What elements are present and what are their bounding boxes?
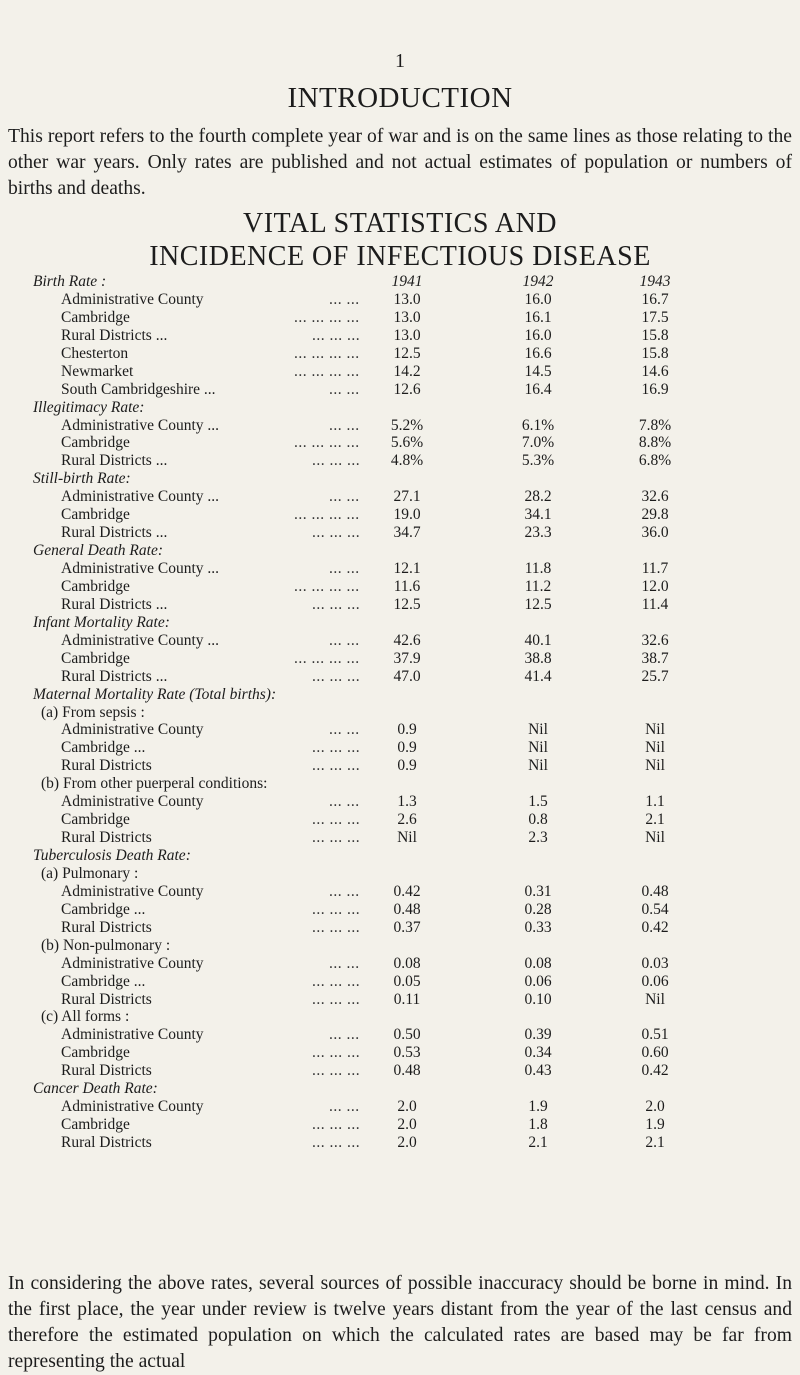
rate-value: 32.6 [641, 488, 669, 506]
rate-value: 0.50 [393, 1026, 421, 1044]
table-row [0, 1062, 800, 1080]
row-label: Administrative County [61, 954, 204, 972]
table-row [0, 883, 800, 901]
row-label: (a) From sepsis : [41, 703, 145, 721]
table-row [0, 973, 800, 991]
leader-dots: ... ... [329, 1026, 360, 1044]
table-row [0, 919, 800, 937]
table-row [0, 345, 800, 363]
table-row [0, 327, 800, 345]
row-label: Cambridge [61, 506, 130, 524]
leader-dots: ... ... ... [312, 667, 361, 685]
year-header: 1941 [391, 273, 423, 290]
rate-value: 0.48 [641, 882, 669, 900]
row-label: Cambridge [61, 1044, 130, 1062]
row-label: Administrative County ... [61, 416, 220, 434]
leader-dots: ... ... ... [312, 829, 361, 847]
page-number: 1 [395, 50, 405, 72]
section-title-line-2: INCIDENCE OF INFECTIOUS DISEASE [149, 241, 651, 272]
table-row [0, 632, 800, 650]
rate-value: 34.7 [393, 524, 421, 542]
rate-value: Nil [645, 721, 665, 739]
rate-value: 40.1 [524, 631, 552, 649]
rate-value: 17.5 [641, 308, 669, 326]
table-row [0, 811, 800, 829]
table-row [0, 363, 800, 381]
rate-value: 2.0 [397, 1098, 417, 1116]
row-label: Administrative County [61, 882, 204, 900]
leader-dots: ... ... [329, 380, 360, 398]
leader-dots: ... ... ... ... [294, 344, 360, 362]
table-row [0, 1044, 800, 1062]
rate-value: 38.7 [641, 649, 669, 667]
rate-value: 16.6 [524, 344, 552, 362]
rate-value: 0.06 [524, 972, 552, 990]
rate-value: 7.0% [521, 434, 555, 452]
row-label: Cambridge [61, 811, 130, 829]
row-label: Infant Mortality Rate: [33, 613, 170, 631]
leader-dots: ... ... ... [312, 972, 361, 990]
rate-value: Nil [528, 721, 548, 739]
table-row [0, 1134, 800, 1152]
rate-value: 19.0 [393, 506, 421, 524]
leader-dots: ... ... [329, 488, 360, 506]
table-section-heading [0, 614, 800, 632]
row-label: Rural Districts ... [61, 667, 168, 685]
leader-dots: ... ... ... [312, 1116, 361, 1134]
rate-value: 38.8 [524, 649, 552, 667]
row-label: Cambridge [61, 1116, 130, 1134]
rate-value: 5.2% [390, 416, 424, 434]
row-label: (c) All forms : [41, 1008, 130, 1026]
table-row [0, 291, 800, 309]
rate-value: 4.8% [390, 452, 424, 470]
leader-dots: ... ... ... [312, 595, 361, 613]
rate-value: 0.08 [524, 954, 552, 972]
table-row [0, 381, 800, 399]
row-label: (a) Pulmonary : [41, 864, 139, 882]
rate-value: 27.1 [393, 488, 421, 506]
rate-value: 6.8% [638, 452, 672, 470]
table-row [0, 596, 800, 614]
row-label: Cambridge [61, 649, 130, 667]
rate-value: 1.8 [528, 1116, 548, 1134]
row-label: Administrative County [61, 1098, 204, 1116]
leader-dots: ... ... ... [312, 739, 361, 757]
leader-dots: ... ... [329, 1098, 360, 1116]
table-section-heading [0, 847, 800, 865]
leader-dots: ... ... ... [312, 757, 361, 775]
row-label: Rural Districts [61, 918, 152, 936]
closing-paragraph: In considering the above rates, several sources of possible inaccuracy should be borne in mind. In the first place, the year under review is twelve years distant from the year of the last census and therefore the estimated population on which the calculated rates are based may be far from representing the actual [8, 1273, 792, 1372]
table-row [0, 1116, 800, 1134]
rate-value: 28.2 [524, 488, 552, 506]
rate-value: 12.0 [641, 577, 669, 595]
rate-value: Nil [645, 829, 665, 847]
table-row [0, 506, 800, 524]
rate-value: 29.8 [641, 506, 669, 524]
rate-value: Nil [397, 829, 417, 847]
rate-value: 13.0 [393, 326, 421, 344]
rate-value: 0.03 [641, 954, 669, 972]
table-row [0, 560, 800, 578]
rate-value: 2.0 [645, 1098, 665, 1116]
rate-value: 0.9 [397, 739, 417, 757]
leader-dots: ... ... [329, 416, 360, 434]
rate-value: 12.5 [393, 595, 421, 613]
row-label: Administrative County [61, 721, 204, 739]
table-row [0, 1098, 800, 1116]
rate-value: 14.5 [524, 362, 552, 380]
table-row [0, 578, 800, 596]
rate-value: 1.9 [645, 1116, 665, 1134]
rate-value: 47.0 [393, 667, 421, 685]
leader-dots: ... ... ... [312, 990, 361, 1008]
leader-dots: ... ... ... ... [294, 308, 360, 326]
leader-dots: ... ... ... [312, 326, 361, 344]
rate-value: 0.06 [641, 972, 669, 990]
rate-value: 0.53 [393, 1044, 421, 1062]
rate-value: 12.5 [393, 344, 421, 362]
row-label: Rural Districts [61, 757, 152, 775]
row-label: Cambridge ... [61, 739, 146, 757]
rate-value: 1.5 [528, 793, 548, 811]
row-label: Rural Districts [61, 1134, 152, 1151]
rate-value: 36.0 [641, 524, 669, 542]
leader-dots: ... ... ... [312, 811, 361, 829]
rate-value: 25.7 [641, 667, 669, 685]
row-label: (b) Non-pulmonary : [41, 936, 171, 954]
table-row [0, 668, 800, 686]
table-row [0, 757, 800, 775]
row-label: Rural Districts ... [61, 524, 168, 542]
table-row [0, 309, 800, 327]
statistics-table [0, 273, 800, 1152]
rate-value: 12.5 [524, 595, 552, 613]
row-label: Tuberculosis Death Rate: [33, 847, 191, 864]
rate-value: 11.8 [524, 560, 552, 577]
row-label: Rural Districts ... [61, 595, 168, 613]
table-section-heading [0, 1008, 800, 1026]
row-label: Cambridge ... [61, 972, 146, 990]
rate-value: 2.3 [528, 829, 548, 847]
rate-value: 16.0 [524, 326, 552, 344]
rate-value: Nil [528, 757, 548, 775]
rate-value: 2.0 [397, 1116, 417, 1134]
leader-dots: ... ... ... [312, 1134, 361, 1151]
year-header: 1942 [522, 273, 554, 290]
rate-value: 0.8 [528, 811, 548, 829]
row-label: Cambridge [61, 434, 130, 452]
table-row [0, 829, 800, 847]
rate-value: 1.9 [528, 1098, 548, 1116]
rate-value: 15.8 [641, 344, 669, 362]
row-label: Chesterton [61, 344, 129, 362]
rate-value: 0.60 [641, 1044, 669, 1062]
rate-value: 15.8 [641, 326, 669, 344]
rate-value: 11.4 [641, 595, 669, 613]
leader-dots: ... ... ... [312, 452, 361, 470]
rate-value: 13.0 [393, 308, 421, 326]
rate-value: 5.3% [521, 452, 555, 470]
rate-value: 42.6 [393, 631, 421, 649]
rate-value: 0.11 [393, 990, 421, 1008]
row-label: Still-birth Rate: [33, 470, 131, 488]
rate-value: Nil [645, 739, 665, 757]
row-label: Rural Districts [61, 829, 152, 847]
rate-value: 0.33 [524, 918, 552, 936]
rate-value: 0.48 [393, 900, 421, 918]
table-row [0, 434, 800, 452]
rate-value: 12.6 [393, 380, 421, 398]
leader-dots: ... ... ... [312, 1044, 361, 1062]
row-label: Administrative County [61, 793, 204, 811]
rate-value: 0.05 [393, 972, 421, 990]
row-label: Rural Districts [61, 990, 152, 1008]
table-row [0, 452, 800, 470]
rate-value: 41.4 [524, 667, 552, 685]
rate-value: 2.0 [397, 1134, 417, 1151]
row-label: (b) From other puerperal conditions: [41, 775, 268, 793]
rate-value: 14.6 [641, 362, 669, 380]
page-title: INTRODUCTION [287, 82, 513, 114]
section-title-line-1: VITAL STATISTICS AND [242, 208, 558, 239]
rate-value: 2.6 [397, 811, 417, 829]
rate-value: 11.6 [393, 577, 421, 595]
table-section-heading [0, 542, 800, 560]
rate-value: 0.51 [641, 1026, 669, 1044]
rate-value: 2.1 [528, 1134, 548, 1151]
row-label: Birth Rate : [33, 273, 107, 290]
rate-value: 11.7 [641, 560, 669, 577]
rate-value: 23.3 [524, 524, 552, 542]
rate-value: 32.6 [641, 631, 669, 649]
table-row [0, 650, 800, 668]
leader-dots: ... ... [329, 882, 360, 900]
rate-value: 7.8% [638, 416, 672, 434]
rate-value: 34.1 [524, 506, 552, 524]
rate-value: Nil [645, 757, 665, 775]
row-label: Cambridge ... [61, 900, 146, 918]
table-row [0, 739, 800, 757]
row-label: Administrative County ... [61, 488, 220, 506]
intro-paragraph: This report refers to the fourth complete year of war and is on the same lines as those relating to the other war years. Only rates are published and not actual estimates of population or numbers of births and deaths. [8, 126, 792, 199]
table-row [0, 901, 800, 919]
rate-value: Nil [528, 739, 548, 757]
row-label: Administrative County [61, 1026, 204, 1044]
rate-value: 0.48 [393, 1062, 421, 1080]
row-label: Newmarket [61, 362, 134, 380]
rate-value: 6.1% [521, 416, 555, 434]
row-label: Administrative County [61, 290, 204, 308]
row-label: Rural Districts [61, 1062, 152, 1080]
row-label: Administrative County ... [61, 631, 220, 649]
rate-value: 1.3 [397, 793, 417, 811]
table-row [0, 524, 800, 542]
row-label: South Cambridgeshire ... [61, 380, 216, 398]
row-label: Cambridge [61, 308, 130, 326]
leader-dots: ... ... [329, 954, 360, 972]
table-row [0, 991, 800, 1009]
rate-value: Nil [645, 990, 665, 1008]
table-section-heading [0, 470, 800, 488]
table-section-heading [0, 775, 800, 793]
rate-value: 0.34 [524, 1044, 552, 1062]
leader-dots: ... ... [329, 631, 360, 649]
table-section-heading [0, 1080, 800, 1098]
table-row [0, 793, 800, 811]
rate-value: 0.39 [524, 1026, 552, 1044]
year-header: 1943 [639, 273, 671, 290]
leader-dots: ... ... [329, 560, 360, 577]
leader-dots: ... ... ... [312, 524, 361, 542]
row-label: Cambridge [61, 577, 130, 595]
rate-value: 0.9 [397, 721, 417, 739]
table-section-heading [0, 399, 800, 417]
row-label: Rural Districts ... [61, 326, 168, 344]
row-label: General Death Rate: [33, 542, 163, 560]
rate-value: 12.1 [393, 560, 421, 577]
leader-dots: ... ... ... [312, 900, 361, 918]
row-label: Administrative County ... [61, 560, 220, 577]
table-row [0, 955, 800, 973]
rate-value: 0.28 [524, 900, 552, 918]
table-row [0, 721, 800, 739]
rate-value: 11.2 [524, 577, 552, 595]
rate-value: 16.9 [641, 380, 669, 398]
rate-value: 2.1 [645, 811, 665, 829]
rate-value: 2.1 [645, 1134, 665, 1151]
rate-value: 14.2 [393, 362, 421, 380]
table-section-heading [0, 937, 800, 955]
rate-value: 16.4 [524, 380, 552, 398]
table-header-row [0, 273, 800, 291]
rate-value: 0.54 [641, 900, 669, 918]
rate-value: 37.9 [393, 649, 421, 667]
rate-value: 13.0 [393, 290, 421, 308]
leader-dots: ... ... ... ... [294, 434, 360, 452]
table-row [0, 1026, 800, 1044]
leader-dots: ... ... ... [312, 1062, 361, 1080]
row-label: Illegitimacy Rate: [33, 398, 145, 416]
rate-value: 0.10 [524, 990, 552, 1008]
rate-value: 16.1 [524, 308, 552, 326]
table-section-heading [0, 686, 800, 704]
rate-value: 0.37 [393, 918, 421, 936]
leader-dots: ... ... ... ... [294, 577, 360, 595]
rate-value: 0.42 [641, 918, 669, 936]
table-section-heading [0, 704, 800, 722]
table-row [0, 417, 800, 435]
leader-dots: ... ... ... ... [294, 506, 360, 524]
row-label: Rural Districts ... [61, 452, 168, 470]
table-row [0, 488, 800, 506]
row-label: Maternal Mortality Rate (Total births): [33, 685, 277, 703]
rate-value: 0.9 [397, 757, 417, 775]
rate-value: 8.8% [638, 434, 672, 452]
rate-value: 16.0 [524, 290, 552, 308]
leader-dots: ... ... [329, 721, 360, 739]
leader-dots: ... ... ... ... [294, 649, 360, 667]
table-section-heading [0, 865, 800, 883]
rate-value: 0.31 [524, 882, 552, 900]
leader-dots: ... ... [329, 290, 360, 308]
rate-value: 0.42 [393, 882, 421, 900]
rate-value: 0.42 [641, 1062, 669, 1080]
rate-value: 1.1 [645, 793, 665, 811]
rate-value: 0.08 [393, 954, 421, 972]
row-label: Cancer Death Rate: [33, 1080, 158, 1098]
leader-dots: ... ... ... [312, 918, 361, 936]
leader-dots: ... ... ... ... [294, 362, 360, 380]
rate-value: 5.6% [390, 434, 424, 452]
rate-value: 16.7 [641, 290, 669, 308]
leader-dots: ... ... [329, 793, 360, 811]
rate-value: 0.43 [524, 1062, 552, 1080]
